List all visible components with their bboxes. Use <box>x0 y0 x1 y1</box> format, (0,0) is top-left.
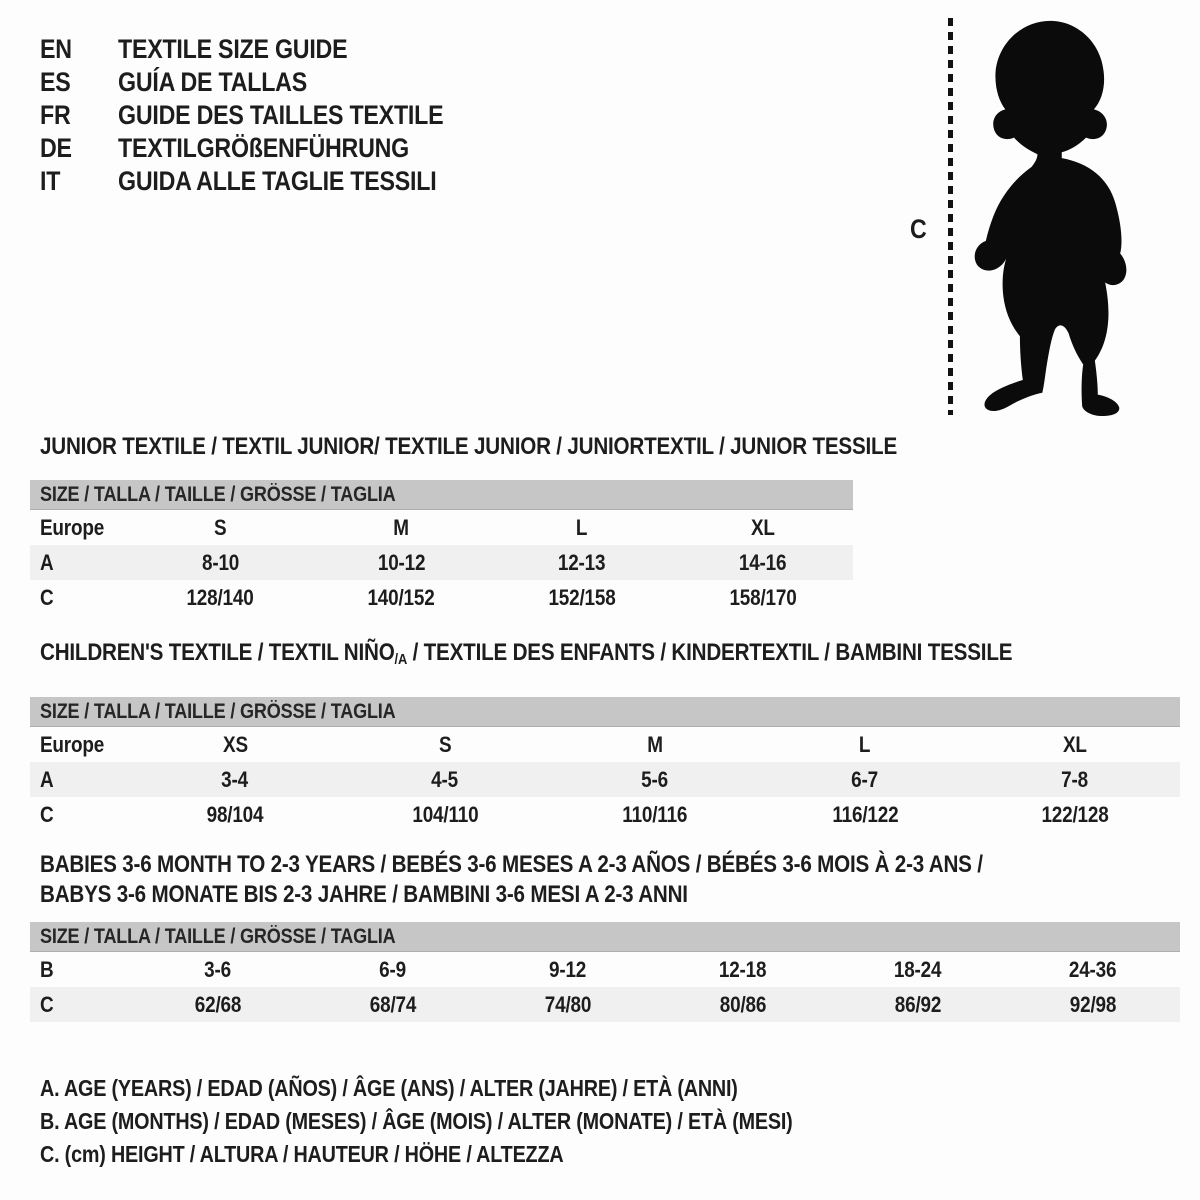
children-size-header: SIZE / TALLA / TAILLE / GRÖSSE / TAGLIA <box>30 697 1180 727</box>
language-title-block <box>40 33 496 198</box>
legend-line-b: B. AGE (MONTHS) / EDAD (MESES) / ÂGE (MOIS) / ALTER (MONATE) / ETÀ (MESI) <box>40 1108 793 1134</box>
babies-table <box>30 922 1180 1022</box>
lang-code-it: IT <box>40 166 61 196</box>
children-title: CHILDREN'S TEXTILE / TEXTIL $NIÑO_{/A}$ / TEXTILE DES ENFANTS / KINDERTEXTIL / BAMBINI TESSILE <box>40 639 1013 668</box>
table-row: B 3-6 6-9 9-12 12-18 18-24 24-36 <box>40 956 1117 982</box>
babies-title-line2: BABYS 3-6 MONATE BIS 2-3 JAHRE / BAMBINI 3-6 MESI A 2-3 ANNI <box>40 881 688 908</box>
table-row: C 62/68 68/74 74/80 80/86 86/92 92/98 <box>30 987 1180 1022</box>
table-row: Europe S M L XL <box>40 514 775 540</box>
lang-label-it: GUIDA ALLE TAGLIE TESSILI <box>118 166 437 196</box>
lang-row-de <box>40 132 496 165</box>
legend-line-a: A. AGE (YEARS) / EDAD (AÑOS) / ÂGE (ANS) / ALTER (JAHRE) / ETÀ (ANNI) <box>40 1075 738 1101</box>
lang-code-es: ES <box>40 67 71 97</box>
junior-table <box>30 480 853 615</box>
table-row: C 128/140 140/152 152/158 158/170 <box>40 584 797 610</box>
babies-title-line1: BABIES 3-6 MONTH TO 2-3 YEARS / BEBÉS 3-6 MESES A 2-3 AÑOS / BÉBÉS 3-6 MOIS À 2-3 ANS / <box>40 851 983 878</box>
children-title-subscript: /A <box>394 651 408 668</box>
lang-row-es <box>40 66 496 99</box>
section-junior-textile <box>30 432 898 615</box>
legend-line-c: C. (cm) HEIGHT / ALTURA / HAUTEUR / HÖHE / ALTEZZA <box>40 1141 564 1167</box>
table-row: Europe XS S M L XL <box>40 731 1087 757</box>
section-childrens-textile <box>30 638 1180 832</box>
babies-size-header: SIZE / TALLA / TAILLE / GRÖSSE / TAGLIA <box>30 922 1180 952</box>
lang-label-fr: GUIDE DES TAILLES TEXTILE <box>118 100 444 130</box>
table-row: A 3-4 4-5 5-6 6-7 7-8 <box>30 762 1180 797</box>
lang-label-en: TEXTILE SIZE GUIDE <box>118 34 348 64</box>
height-measure-label: C <box>910 214 927 244</box>
table-row: C 98/104 104/110 110/116 116/122 122/128 <box>40 801 1109 827</box>
junior-size-header: SIZE / TALLA / TAILLE / GRÖSSE / TAGLIA <box>30 480 853 510</box>
lang-code-de: DE <box>40 133 72 163</box>
lang-code-en: EN <box>40 34 72 64</box>
lang-row-it <box>40 165 496 198</box>
section-babies-textile <box>30 850 1180 1022</box>
lang-label-es: GUÍA DE TALLAS <box>118 67 307 97</box>
height-measure-dashed-line <box>948 18 953 415</box>
table-row: A 8-10 10-12 12-13 14-16 <box>30 545 853 580</box>
lang-row-fr <box>40 99 496 132</box>
toddler-silhouette-icon <box>960 15 1146 418</box>
children-table <box>30 697 1180 832</box>
lang-code-fr: FR <box>40 100 71 130</box>
lang-label-de: TEXTILGRÖßENFÜHRUNG <box>118 133 409 163</box>
measurement-legend <box>30 1072 915 1171</box>
lang-row-en <box>40 33 496 66</box>
junior-title: JUNIOR TEXTILE / TEXTIL JUNIOR/ TEXTILE JUNIOR / JUNIORTEXTIL / JUNIOR TESSILE <box>40 433 898 460</box>
